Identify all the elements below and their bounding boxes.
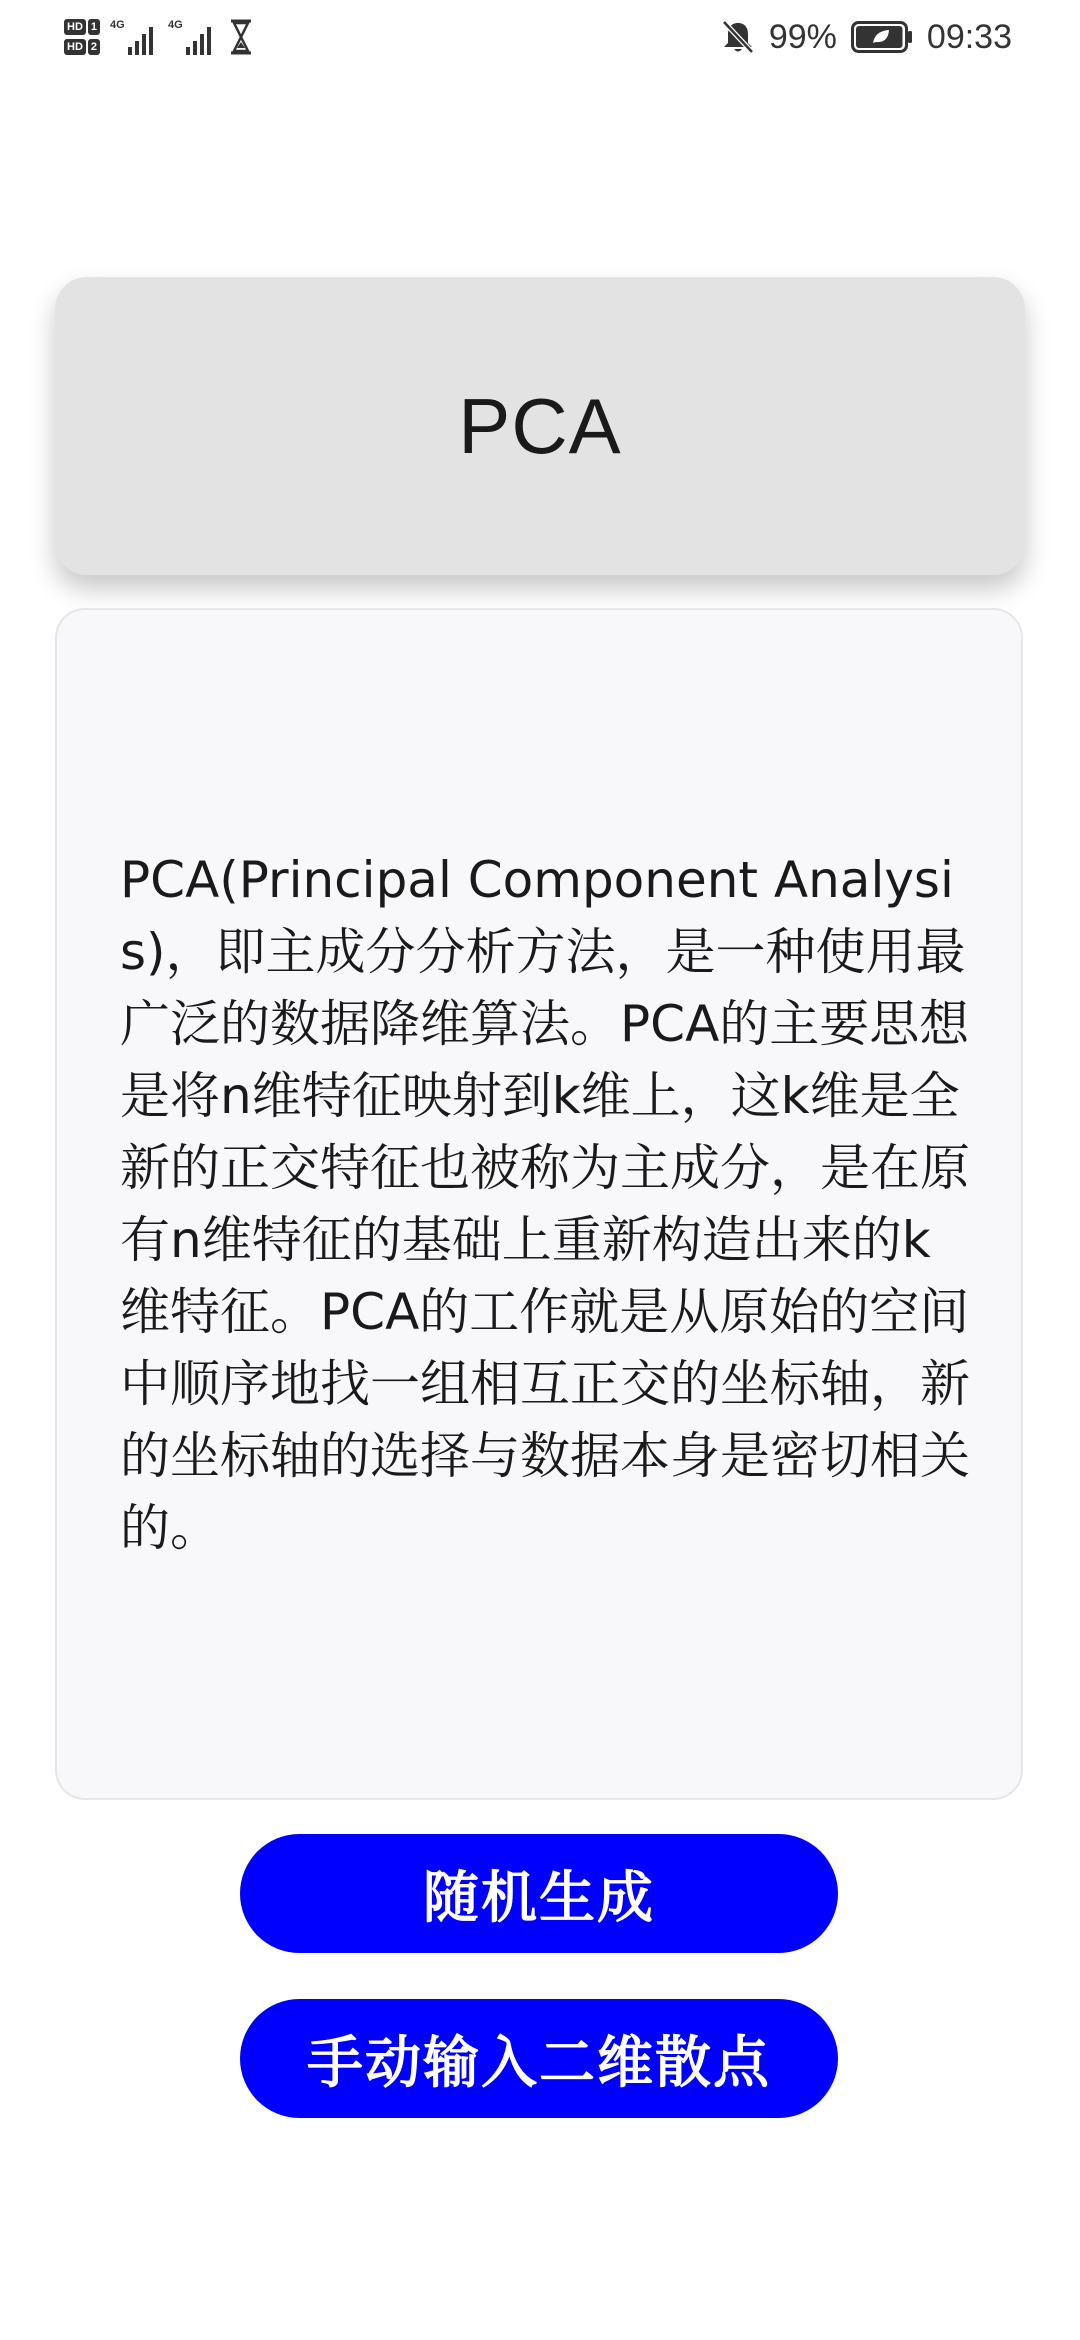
signal-group-2 — [168, 17, 216, 57]
network-type-label: 4G — [110, 19, 125, 31]
network-type-label: 4G — [168, 19, 183, 31]
manual-input-points-button[interactable]: 手动输入二维散点 — [240, 1999, 838, 2118]
clock-time: 09:33 — [926, 17, 1012, 56]
page-title: PCA — [458, 381, 622, 470]
mute-bell-icon — [721, 19, 755, 55]
status-right — [721, 10, 1012, 64]
battery-percent: 99% — [768, 17, 837, 56]
battery-icon — [851, 21, 913, 53]
sim-slot-label: 1 — [88, 19, 100, 35]
hd-badge-2 — [64, 39, 100, 55]
hourglass-icon — [226, 17, 256, 57]
description-card — [55, 608, 1023, 1800]
description-text: PCA(Principal Component Analysis)，即主成分分析方法，是一种使用最广泛的数据降维算法。PCA的主要思想是将n维特征映射到k维上，这k维是全新的正交特征也被称为主成分，是在原有n维特征的基础上重新构造出来的k维特征。PCA的工作就是从原始的空间中顺序地找一组相互正交的坐标轴，新的坐标轴的选择与数据本身是密切相关的。 — [120, 851, 970, 1557]
signal-group-1 — [110, 17, 158, 57]
status-bar — [0, 0, 1080, 72]
signal-icon — [110, 17, 158, 57]
hd-label: HD — [64, 19, 86, 35]
signal-icon — [168, 17, 216, 57]
hd-indicators — [64, 19, 100, 55]
title-card — [55, 277, 1025, 575]
random-generate-button[interactable]: 随机生成 — [240, 1834, 838, 1953]
hd-badge-1 — [64, 19, 100, 35]
sim-slot-label: 2 — [88, 39, 100, 55]
hd-label: HD — [64, 39, 86, 55]
status-left — [64, 10, 256, 64]
